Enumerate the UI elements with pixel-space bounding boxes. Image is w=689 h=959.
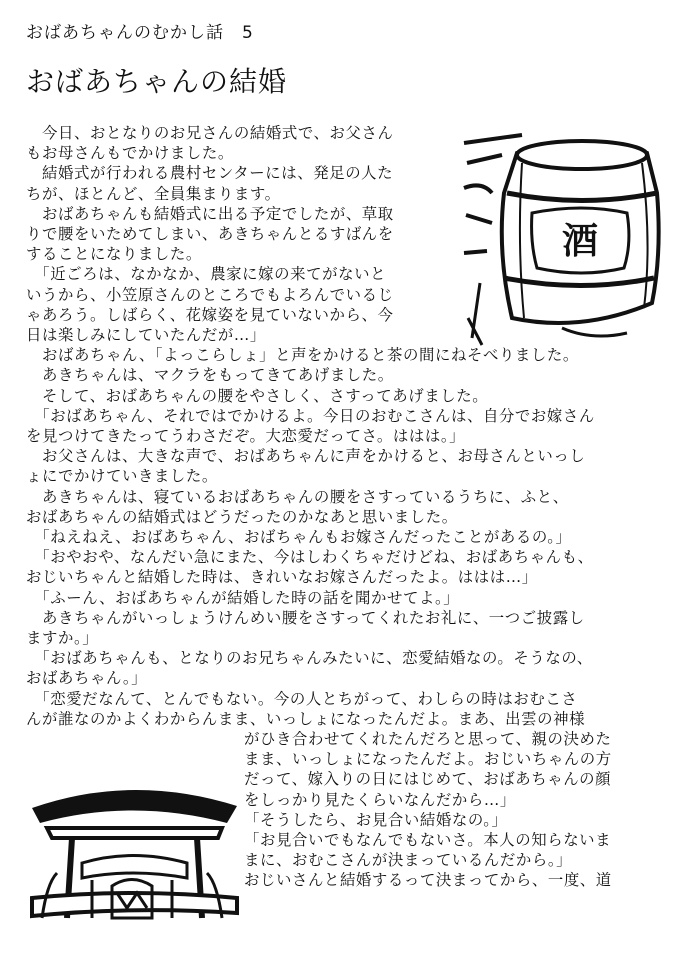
body-line: あきちゃんがいっしょうけんめい腰をさすってくれたお礼に、一つご披露し [26,608,585,627]
body-line: いうから、小笠原さんのところでもよろんでいるじ [26,285,394,304]
body-line: 「おやおや、なんだい急にまた、今はしわくちゃだけどね、おばあちゃんも、 [26,548,594,567]
page-header [26,18,254,43]
body-line: おばあちゃんの結婚式はどうだったのかなあと思いました。 [26,507,458,526]
body-line: 日は楽しみにしていたんだが…」 [26,326,266,344]
body-line: ちが、ほとんど、全員集まります。 [26,184,281,203]
body-line: 結婚式が行われる農村センターには、発足の人た [26,164,394,183]
chapter-number: 5 [242,23,254,43]
body-line: 「ふーん、おばあちゃんが結婚した時の話を聞かせてよ。」 [26,588,460,607]
body-line: あきちゃんは、マクラをもってきてあげました。 [26,366,394,385]
series-title: おばあちゃんのむかし話 [26,23,224,43]
body-line: まま、いっしょになったんだよ。おじいちゃんの方 [244,750,612,769]
body-line: 「近ごろは、なかなか、農家に嫁の来てがないと [26,265,387,284]
body-line: を見つけてきたってうわさだぞ。大恋愛だってさ。ははは。」 [26,427,466,445]
body-line: 「おばあちゃんも、となりのお兄ちゃんみたいに、恋愛結婚なの。そうなの、 [26,649,593,668]
body-line: 「おばあちゃん、それではでかけるよ。今日のおむこさんは、自分でお嫁さん [26,406,595,425]
sake-label: 酒 [561,220,599,262]
body-line: だって、嫁入りの日にはじめて、おばあちゃんの顔 [244,770,612,789]
body-line: おばあちゃんも結婚式に出る予定でしたが、草取 [26,204,394,223]
body-line: 「ねえねえ、おばあちゃん、おばちゃんもお嫁さんだったことがあるの。」 [26,528,572,546]
body-line: ょにでかけていきました。 [26,467,218,486]
body-line: そして、おばあちゃんの腰をやさしく、さすってあげました。 [26,386,489,405]
body-line: 「恋愛だなんて、とんでもない。今の人とちがって、わしらの時はおむこさ [26,689,578,708]
body-line: りで腰をいためてしまい、あきちゃんとるすばんを [26,225,394,243]
body-line: おばあちゃん、「よっこらしょ」と声をかけると茶の間にねそべりました。 [26,346,579,365]
body-line: おじいちゃんと結婚した時は、きれいなお嫁さんだったよ。ははは…」 [26,568,538,587]
body-line: おばあちゃん。」 [26,669,148,688]
body-line: をしっかり見たくらいなんだから…」 [244,790,516,809]
body-line: もお母さんもでかけました。 [26,144,234,163]
body-line: んが誰なのかよくわからんまま、いっしょになったんだよ。まあ、出雲の神様 [26,709,586,728]
sake-barrel-illustration [462,133,662,348]
body-line: 「お見合いでもなんでもないさ。本人の知らないま [244,831,612,849]
body-line: ゃあろう。しばらく、花嫁姿を見ていないから、今 [26,305,394,324]
body-line: お父さんは、大きな声で、おばあちゃんに声をかけると、お母さんといっし [26,447,586,466]
body-line: ますか。」 [26,629,99,647]
body-line: することになりました。 [26,245,202,264]
body-line: おじいさんと結婚するって決まってから、一度、道 [244,871,612,890]
body-line: あきちゃんは、寝ているおばあちゃんの腰をさすっているうちに、ふと、 [26,487,569,506]
shrine-illustration [22,768,244,928]
body-line: 今日、おとなりのお兄さんの結婚式で、お父さん [26,124,394,142]
body-line: 「そうしたら、お見合い結婚なの。」 [244,810,508,829]
page-title: おばあちゃんの結婚 [26,65,288,98]
body-line: まに、おむこさんが決まっているんだから。」 [244,851,573,870]
body-line: がひき合わせてくれたんだろと思って、親の決めた [244,730,612,748]
